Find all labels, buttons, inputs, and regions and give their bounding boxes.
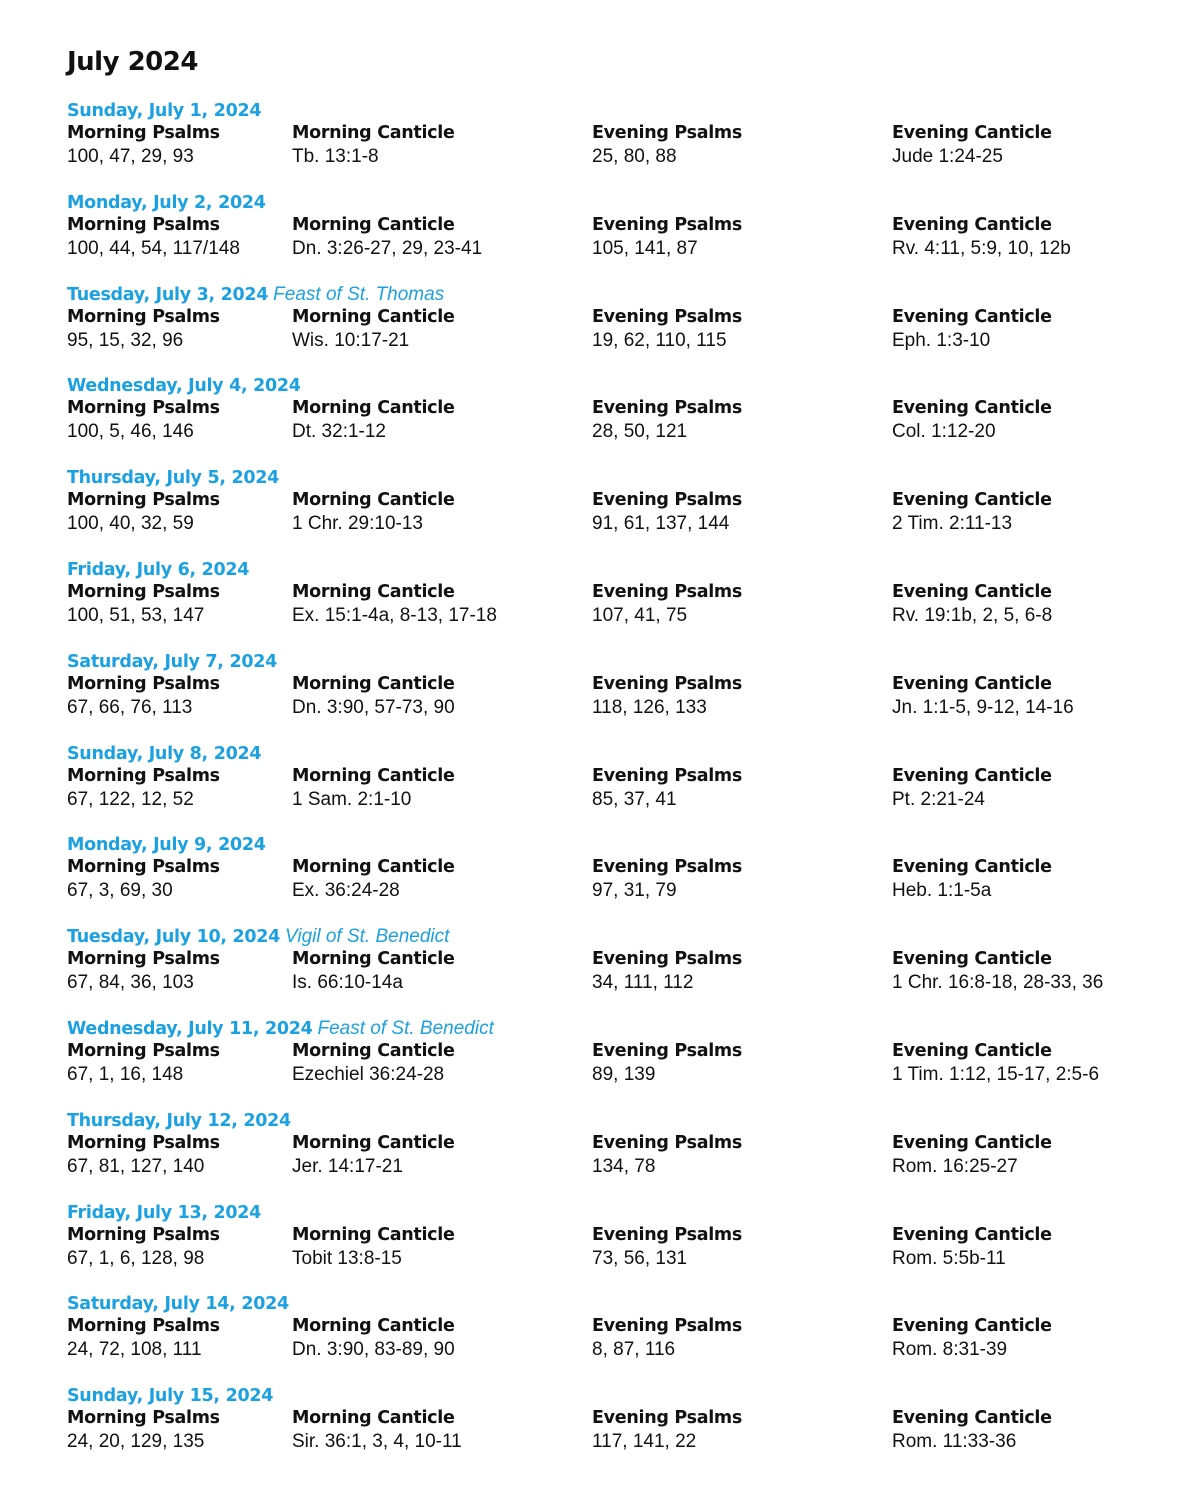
morning-psalms-value: 67, 3, 69, 30	[67, 880, 173, 902]
morning-psalms-value: 67, 1, 16, 148	[67, 1063, 184, 1085]
morning-canticle-label: Morning Canticle	[292, 1132, 455, 1153]
morning-psalms-label: Morning Psalms	[67, 857, 220, 878]
day-date: Saturday, July 14, 2024	[67, 1294, 289, 1315]
evening-canticle-label: Evening Canticle	[892, 214, 1052, 235]
day-entry	[67, 192, 1167, 284]
morning-canticle-label: Morning Canticle	[292, 673, 455, 694]
day-entry	[67, 559, 1167, 651]
day-entry	[67, 1018, 1167, 1110]
evening-canticle-label: Evening Canticle	[892, 306, 1052, 327]
morning-psalms-label: Morning Psalms	[67, 123, 220, 143]
value-row	[67, 512, 1167, 535]
day-entry	[67, 100, 1167, 192]
day-header	[67, 100, 1167, 122]
evening-psalms-value: 34, 111, 112	[592, 972, 694, 994]
evening-canticle-value: Pt. 2:21-24	[892, 788, 985, 810]
morning-canticle-label: Morning Canticle	[292, 857, 455, 878]
day-header	[67, 1110, 1167, 1132]
morning-canticle-value: Dt. 32:1-12	[292, 421, 386, 443]
day-date: Thursday, July 12, 2024	[67, 1110, 291, 1131]
day-entry	[67, 375, 1167, 467]
morning-psalms-label: Morning Psalms	[67, 1224, 220, 1245]
day-list	[67, 100, 1167, 1477]
value-row	[67, 971, 1167, 994]
evening-psalms-label: Evening Psalms	[592, 1408, 742, 1429]
label-row	[67, 948, 1167, 971]
morning-canticle-value: Jer. 14:17-21	[292, 1155, 403, 1177]
morning-psalms-value: 24, 20, 129, 135	[67, 1431, 205, 1453]
evening-psalms-value: 107, 41, 75	[592, 604, 688, 626]
morning-psalms-label: Morning Psalms	[67, 1408, 220, 1429]
morning-psalms-label: Morning Psalms	[67, 673, 220, 694]
label-row	[67, 856, 1167, 879]
morning-canticle-value: Dn. 3:90, 57-73, 90	[292, 696, 455, 718]
evening-psalms-label: Evening Psalms	[592, 673, 742, 694]
day-header	[67, 1202, 1167, 1224]
day-entry	[67, 1385, 1167, 1477]
day-date: Sunday, July 8, 2024	[67, 743, 262, 764]
evening-canticle-value: Rv. 4:11, 5:9, 10, 12b	[892, 237, 1071, 259]
evening-psalms-label: Evening Psalms	[592, 490, 742, 511]
morning-psalms-label: Morning Psalms	[67, 490, 220, 511]
label-row	[67, 1040, 1167, 1063]
evening-canticle-label: Evening Canticle	[892, 398, 1052, 419]
morning-psalms-label: Morning Psalms	[67, 581, 220, 602]
day-header	[67, 743, 1167, 765]
morning-psalms-value: 100, 51, 53, 147	[67, 604, 205, 626]
morning-psalms-value: 67, 1, 6, 128, 98	[67, 1247, 205, 1269]
evening-canticle-label: Evening Canticle	[892, 490, 1052, 511]
label-row	[67, 765, 1167, 788]
evening-psalms-label: Evening Psalms	[592, 765, 742, 786]
evening-psalms-label: Evening Psalms	[592, 398, 742, 419]
value-row	[67, 329, 1167, 352]
morning-psalms-value: 67, 66, 76, 113	[67, 696, 193, 718]
evening-canticle-label: Evening Canticle	[892, 765, 1052, 786]
day-date: Friday, July 6, 2024	[67, 559, 250, 580]
morning-canticle-label: Morning Canticle	[292, 306, 455, 327]
value-row	[67, 1063, 1167, 1086]
evening-psalms-label: Evening Psalms	[592, 306, 742, 327]
morning-canticle-label: Morning Canticle	[292, 1040, 455, 1061]
evening-psalms-value: 19, 62, 110, 115	[592, 329, 727, 351]
evening-psalms-label: Evening Psalms	[592, 123, 742, 143]
evening-psalms-value: 134, 78	[592, 1155, 656, 1177]
day-header	[67, 192, 1167, 214]
evening-psalms-label: Evening Psalms	[592, 1316, 742, 1337]
evening-canticle-value: Col. 1:12-20	[892, 421, 996, 443]
evening-canticle-label: Evening Canticle	[892, 857, 1052, 878]
day-date: Sunday, July 15, 2024	[67, 1386, 274, 1407]
day-feast: Feast of St. Thomas	[273, 283, 445, 305]
day-header	[67, 1018, 1167, 1040]
day-entry	[67, 834, 1167, 926]
morning-canticle-value: Wis. 10:17-21	[292, 329, 410, 351]
morning-canticle-label: Morning Canticle	[292, 123, 455, 143]
day-header	[67, 834, 1167, 856]
day-entry	[67, 467, 1167, 559]
label-row	[67, 1132, 1167, 1155]
day-date: Tuesday, July 3, 2024	[67, 284, 269, 305]
label-row	[67, 673, 1167, 696]
morning-canticle-label: Morning Canticle	[292, 949, 455, 970]
morning-psalms-value: 100, 47, 29, 93	[67, 146, 194, 167]
morning-canticle-value: Dn. 3:26-27, 29, 23-41	[292, 237, 483, 259]
evening-psalms-value: 117, 141, 22	[592, 1431, 697, 1453]
morning-psalms-value: 67, 84, 36, 103	[67, 972, 194, 994]
label-row	[67, 397, 1167, 420]
label-row	[67, 122, 1167, 145]
day-date: Thursday, July 5, 2024	[67, 468, 279, 489]
label-row	[67, 1224, 1167, 1247]
evening-psalms-value: 28, 50, 121	[592, 421, 688, 443]
evening-canticle-value: Rom. 5:5b-11	[892, 1247, 1006, 1269]
day-header	[67, 926, 1167, 948]
day-entry	[67, 284, 1167, 376]
value-row	[67, 788, 1167, 811]
value-row	[67, 145, 1167, 168]
day-feast: Feast of St. Benedict	[317, 1017, 494, 1039]
morning-canticle-label: Morning Canticle	[292, 398, 455, 419]
morning-canticle-label: Morning Canticle	[292, 490, 455, 511]
day-date: Friday, July 13, 2024	[67, 1202, 262, 1223]
morning-canticle-value: Tobit 13:8-15	[292, 1247, 402, 1269]
morning-canticle-value: 1 Sam. 2:1-10	[292, 788, 412, 810]
morning-canticle-value: Sir. 36:1, 3, 4, 10-11	[292, 1431, 462, 1453]
day-date: Monday, July 2, 2024	[67, 192, 266, 213]
evening-canticle-value: Rv. 19:1b, 2, 5, 6-8	[892, 604, 1053, 626]
morning-psalms-value: 100, 5, 46, 146	[67, 421, 194, 443]
value-row	[67, 237, 1167, 260]
day-entry	[67, 926, 1167, 1018]
evening-psalms-value: 25, 80, 88	[592, 146, 677, 167]
morning-psalms-label: Morning Psalms	[67, 306, 220, 327]
day-entry	[67, 651, 1167, 743]
day-header	[67, 1385, 1167, 1407]
morning-psalms-value: 100, 44, 54, 117/148	[67, 237, 240, 259]
day-entry	[67, 1202, 1167, 1294]
label-row	[67, 306, 1167, 329]
evening-canticle-label: Evening Canticle	[892, 1316, 1052, 1337]
evening-canticle-value: Jn. 1:1-5, 9-12, 14-16	[892, 696, 1074, 718]
day-header	[67, 559, 1167, 581]
day-date: Wednesday, July 11, 2024	[67, 1018, 313, 1039]
evening-psalms-value: 85, 37, 41	[592, 788, 677, 810]
morning-psalms-label: Morning Psalms	[67, 1316, 220, 1337]
value-row	[67, 420, 1167, 443]
value-row	[67, 1155, 1167, 1178]
evening-canticle-label: Evening Canticle	[892, 1132, 1052, 1153]
day-feast: Vigil of St. Benedict	[285, 926, 450, 948]
day-date: Saturday, July 7, 2024	[67, 651, 277, 672]
label-row	[67, 214, 1167, 237]
day-date: Sunday, July 1, 2024	[67, 101, 262, 121]
morning-canticle-label: Morning Canticle	[292, 1408, 455, 1429]
label-row	[67, 581, 1167, 604]
morning-canticle-label: Morning Canticle	[292, 581, 455, 602]
morning-psalms-label: Morning Psalms	[67, 1132, 220, 1153]
evening-canticle-label: Evening Canticle	[892, 1224, 1052, 1245]
day-entry	[67, 1110, 1167, 1202]
evening-canticle-value: 2 Tim. 2:11-13	[892, 513, 1013, 535]
morning-psalms-value: 95, 15, 32, 96	[67, 329, 184, 351]
day-date: Monday, July 9, 2024	[67, 835, 266, 856]
morning-psalms-label: Morning Psalms	[67, 214, 220, 235]
evening-psalms-label: Evening Psalms	[592, 1224, 742, 1245]
morning-canticle-value: Dn. 3:90, 83-89, 90	[292, 1339, 455, 1361]
morning-canticle-value: 1 Chr. 29:10-13	[292, 513, 423, 535]
evening-psalms-value: 89, 139	[592, 1063, 656, 1085]
morning-canticle-label: Morning Canticle	[292, 765, 455, 786]
label-row	[67, 1407, 1167, 1430]
evening-canticle-label: Evening Canticle	[892, 1040, 1052, 1061]
evening-psalms-label: Evening Psalms	[592, 1040, 742, 1061]
evening-psalms-value: 73, 56, 131	[592, 1247, 688, 1269]
day-entry	[67, 1293, 1167, 1385]
morning-psalms-value: 24, 72, 108, 111	[67, 1339, 202, 1361]
page-title: July 2024	[67, 47, 198, 77]
day-header	[67, 467, 1167, 489]
evening-canticle-value: Rom. 16:25-27	[892, 1155, 1018, 1177]
evening-canticle-label: Evening Canticle	[892, 1408, 1052, 1429]
value-row	[67, 879, 1167, 902]
morning-canticle-value: Is. 66:10-14a	[292, 972, 403, 994]
morning-canticle-label: Morning Canticle	[292, 214, 455, 235]
evening-canticle-label: Evening Canticle	[892, 581, 1052, 602]
evening-psalms-label: Evening Psalms	[592, 857, 742, 878]
evening-psalms-value: 8, 87, 116	[592, 1339, 676, 1361]
value-row	[67, 696, 1167, 719]
value-row	[67, 1338, 1167, 1361]
evening-psalms-value: 97, 31, 79	[592, 880, 677, 902]
evening-psalms-value: 91, 61, 137, 144	[592, 513, 730, 535]
label-row	[67, 1315, 1167, 1338]
evening-canticle-value: Rom. 8:31-39	[892, 1339, 1008, 1361]
morning-canticle-value: Ex. 36:24-28	[292, 880, 400, 902]
evening-psalms-label: Evening Psalms	[592, 581, 742, 602]
morning-canticle-value: Ex. 15:1-4a, 8-13, 17-18	[292, 604, 497, 626]
morning-psalms-value: 67, 81, 127, 140	[67, 1155, 205, 1177]
evening-psalms-value: 118, 126, 133	[592, 696, 707, 718]
evening-canticle-value: Rom. 11:33-36	[892, 1431, 1017, 1453]
label-row	[67, 489, 1167, 512]
evening-canticle-label: Evening Canticle	[892, 123, 1052, 143]
day-header	[67, 375, 1167, 397]
evening-psalms-label: Evening Psalms	[592, 949, 742, 970]
morning-psalms-label: Morning Psalms	[67, 765, 220, 786]
evening-canticle-value: Jude 1:24-25	[892, 146, 1003, 167]
day-header	[67, 284, 1167, 306]
schedule-page	[67, 44, 1167, 1477]
value-row	[67, 1430, 1167, 1453]
evening-psalms-label: Evening Psalms	[592, 214, 742, 235]
morning-canticle-label: Morning Canticle	[292, 1224, 455, 1245]
morning-psalms-value: 100, 40, 32, 59	[67, 513, 194, 535]
evening-canticle-label: Evening Canticle	[892, 673, 1052, 694]
evening-canticle-label: Evening Canticle	[892, 949, 1052, 970]
day-date: Wednesday, July 4, 2024	[67, 376, 301, 397]
morning-canticle-label: Morning Canticle	[292, 1316, 455, 1337]
value-row	[67, 1247, 1167, 1270]
morning-psalms-label: Morning Psalms	[67, 398, 220, 419]
day-date: Tuesday, July 10, 2024	[67, 927, 281, 948]
morning-canticle-value: Tb. 13:1-8	[292, 146, 379, 167]
evening-canticle-value: Heb. 1:1-5a	[892, 880, 992, 902]
day-entry	[67, 743, 1167, 835]
evening-canticle-value: Eph. 1:3-10	[892, 329, 991, 351]
morning-canticle-value: Ezechiel 36:24-28	[292, 1063, 445, 1085]
value-row	[67, 604, 1167, 627]
evening-canticle-value: 1 Chr. 16:8-18, 28-33, 36	[892, 972, 1104, 994]
morning-psalms-value: 67, 122, 12, 52	[67, 788, 194, 810]
evening-canticle-value: 1 Tim. 1:12, 15-17, 2:5-6	[892, 1063, 1100, 1085]
morning-psalms-label: Morning Psalms	[67, 949, 220, 970]
day-header	[67, 1293, 1167, 1315]
evening-psalms-label: Evening Psalms	[592, 1132, 742, 1153]
evening-psalms-value: 105, 141, 87	[592, 237, 698, 259]
day-header	[67, 651, 1167, 673]
morning-psalms-label: Morning Psalms	[67, 1040, 220, 1061]
